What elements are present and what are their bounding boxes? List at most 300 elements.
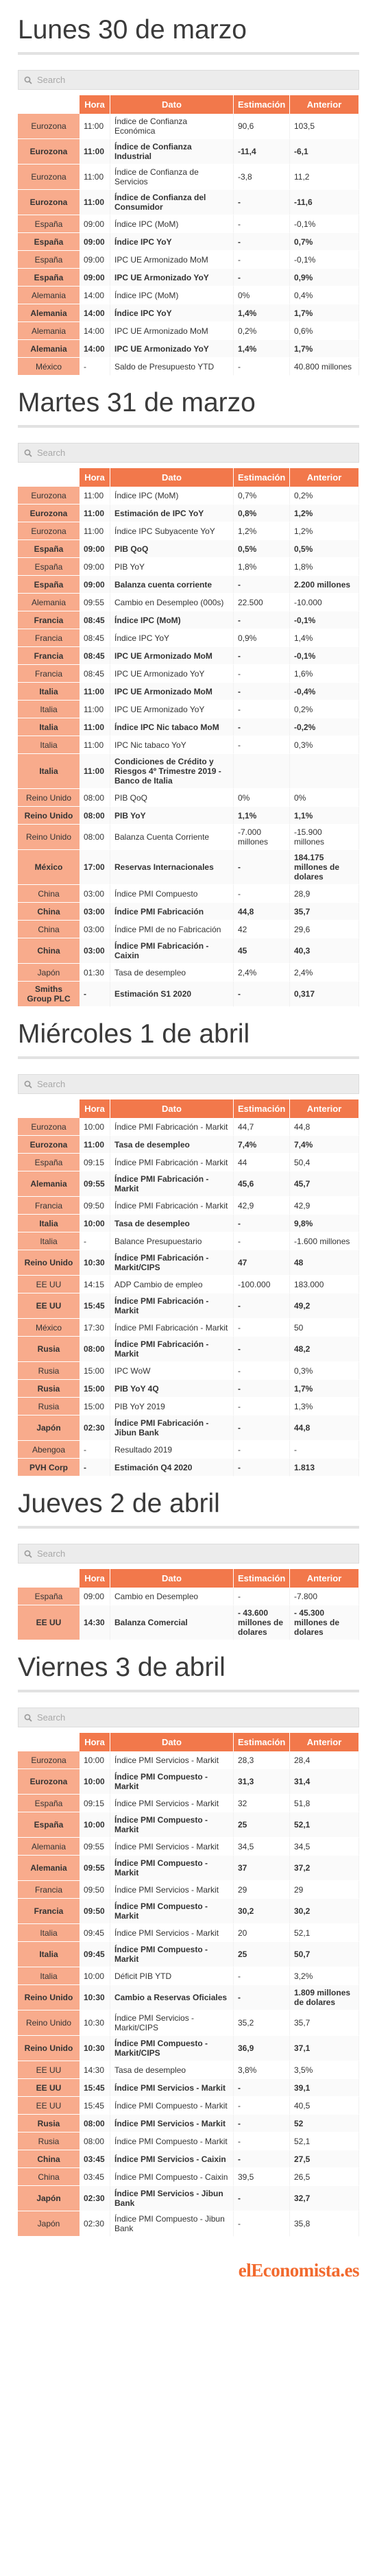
- estimate-cell: 45,6: [234, 1171, 290, 1197]
- country-cell: Francia: [18, 1881, 80, 1899]
- search-input[interactable]: [37, 448, 353, 458]
- event-cell: Cambio a Reservas Oficiales: [110, 1985, 234, 2010]
- country-cell: Japón: [18, 1415, 80, 1441]
- hour-cell: 09:00: [80, 215, 110, 233]
- country-cell: Japón: [18, 964, 80, 982]
- previous-cell: -0,4%: [290, 683, 359, 701]
- event-cell: Índice PMI Fabricación - Markit: [110, 1319, 234, 1337]
- hour-cell: 10:00: [80, 1215, 110, 1232]
- hour-cell: 14:30: [80, 2061, 110, 2079]
- table-row: [18, 1967, 359, 1985]
- event-cell: Índice PMI Fabricación - Markit: [110, 1337, 234, 1362]
- event-cell: Condiciones de Crédito y Riesgos 4º Trimestre 2019 - Banco de Italia: [110, 754, 234, 789]
- previous-cell: 1,6%: [290, 665, 359, 683]
- previous-cell: 51,8: [290, 1795, 359, 1812]
- event-cell: IPC UE Armonizado MoM: [110, 647, 234, 665]
- event-cell: Índice IPC YoY: [110, 304, 234, 322]
- column-header-event[interactable]: Dato: [110, 468, 234, 487]
- estimate-cell: -: [234, 2186, 290, 2211]
- column-header-previous[interactable]: Anterior: [290, 1569, 359, 1588]
- estimate-cell: 39,5: [234, 2168, 290, 2186]
- calendar-table-wrap: [18, 1733, 359, 2237]
- previous-cell: -: [290, 1441, 359, 1459]
- event-cell: Índice IPC YoY: [110, 233, 234, 251]
- calendar-table-wrap: [18, 1569, 359, 1640]
- column-header-estimate[interactable]: Estimación: [234, 1099, 290, 1118]
- hour-cell: -: [80, 358, 110, 376]
- estimate-cell: 22.500: [234, 594, 290, 611]
- table-row: [18, 982, 359, 1007]
- table-row: [18, 2010, 359, 2036]
- estimate-cell: -: [234, 1415, 290, 1441]
- estimate-cell: 42,9: [234, 1197, 290, 1215]
- estimate-cell: -: [234, 2211, 290, 2237]
- event-cell: Índice de Confianza Industrial: [110, 139, 234, 165]
- table-row: [18, 1197, 359, 1215]
- event-cell: Índice de Confianza del Consumidor: [110, 190, 234, 215]
- table-row: [18, 522, 359, 540]
- event-cell: Índice PMI Compuesto - Markit: [110, 1942, 234, 1967]
- country-cell: Eurozona: [18, 1769, 80, 1795]
- estimate-cell: -: [234, 718, 290, 736]
- hour-cell: -: [80, 982, 110, 1007]
- event-cell: IPC UE Armonizado MoM: [110, 322, 234, 340]
- event-cell: Balance Presupuestario: [110, 1232, 234, 1250]
- previous-cell: 34,5: [290, 1838, 359, 1856]
- hour-cell: 09:00: [80, 251, 110, 269]
- table-row: [18, 2036, 359, 2061]
- previous-cell: 52,1: [290, 2133, 359, 2150]
- hour-cell: 10:30: [80, 2036, 110, 2061]
- column-header-estimate[interactable]: Estimación: [234, 1733, 290, 1751]
- hour-cell: 02:30: [80, 1415, 110, 1441]
- estimate-cell: -: [234, 2133, 290, 2150]
- column-header-estimate[interactable]: Estimación: [234, 468, 290, 487]
- previous-cell: 35,7: [290, 2010, 359, 2036]
- event-cell: Estimación de IPC YoY: [110, 505, 234, 522]
- country-cell: Alemania: [18, 340, 80, 358]
- table-row: [18, 1605, 359, 1640]
- previous-cell: 37,1: [290, 2036, 359, 2061]
- country-cell: Francia: [18, 629, 80, 647]
- previous-cell: 1,7%: [290, 340, 359, 358]
- column-header-country[interactable]: [18, 468, 80, 487]
- search-icon: [24, 1714, 32, 1722]
- previous-cell: 3,5%: [290, 2061, 359, 2079]
- hour-cell: 08:00: [80, 2115, 110, 2133]
- estimate-cell: 1,4%: [234, 304, 290, 322]
- country-cell: Alemania: [18, 1856, 80, 1881]
- hour-cell: 09:00: [80, 233, 110, 251]
- estimate-cell: -: [234, 1337, 290, 1362]
- event-cell: Tasa de desempleo: [110, 1136, 234, 1154]
- event-cell: Índice PMI Servicios - Markit: [110, 2115, 234, 2133]
- country-cell: China: [18, 921, 80, 938]
- previous-cell: 0%: [290, 789, 359, 807]
- estimate-cell: 32: [234, 1795, 290, 1812]
- event-cell: IPC UE Armonizado YoY: [110, 701, 234, 718]
- event-cell: Índice PMI Compuesto - Markit: [110, 2133, 234, 2150]
- hour-cell: 08:45: [80, 611, 110, 629]
- column-header-event[interactable]: Dato: [110, 95, 234, 114]
- estimate-cell: 25: [234, 1942, 290, 1967]
- previous-cell: 1,3%: [290, 1398, 359, 1415]
- country-cell: EE UU: [18, 2061, 80, 2079]
- estimate-cell: 30,2: [234, 1899, 290, 1924]
- column-header-country[interactable]: [18, 1099, 80, 1118]
- column-header-hour[interactable]: Hora: [80, 95, 110, 114]
- hour-cell: 10:00: [80, 1967, 110, 1985]
- previous-cell: 184.175 millones de dolares: [290, 850, 359, 885]
- country-cell: Rusia: [18, 2133, 80, 2150]
- event-cell: Índice de Confianza Económica: [110, 114, 234, 139]
- table-row: [18, 1319, 359, 1337]
- calendar-table-wrap: [18, 1099, 359, 1477]
- hour-cell: 09:45: [80, 1942, 110, 1967]
- estimate-cell: 1,8%: [234, 558, 290, 576]
- event-cell: Cambio en Desempleo: [110, 1588, 234, 1605]
- event-cell: Resultado 2019: [110, 1441, 234, 1459]
- estimate-cell: -: [234, 2150, 290, 2168]
- day-section: [18, 1019, 359, 1477]
- country-cell: España: [18, 215, 80, 233]
- search-box[interactable]: [18, 70, 359, 90]
- table-row: [18, 1171, 359, 1197]
- estimate-cell: 2,4%: [234, 964, 290, 982]
- search-input[interactable]: [37, 1712, 353, 1723]
- event-cell: IPC WoW: [110, 1362, 234, 1380]
- table-row: [18, 2133, 359, 2150]
- country-cell: Eurozona: [18, 522, 80, 540]
- previous-cell: 35,7: [290, 903, 359, 921]
- table-row: [18, 807, 359, 825]
- estimate-cell: 37: [234, 1856, 290, 1881]
- previous-cell: 0,317: [290, 982, 359, 1007]
- country-cell: Francia: [18, 665, 80, 683]
- hour-cell: 17:00: [80, 850, 110, 885]
- column-header-event[interactable]: Dato: [110, 1733, 234, 1751]
- estimate-cell: 0,2%: [234, 322, 290, 340]
- previous-cell: -0,2%: [290, 718, 359, 736]
- table-row: [18, 611, 359, 629]
- estimate-cell: -: [234, 885, 290, 903]
- table-row: [18, 1136, 359, 1154]
- previous-cell: 0,7%: [290, 233, 359, 251]
- table-row: [18, 850, 359, 885]
- column-header-hour[interactable]: Hora: [80, 1569, 110, 1588]
- previous-cell: 28,9: [290, 885, 359, 903]
- country-cell: Reino Unido: [18, 2036, 80, 2061]
- table-row: [18, 754, 359, 789]
- column-header-previous[interactable]: Anterior: [290, 95, 359, 114]
- event-cell: Índice IPC Nic tabaco MoM: [110, 718, 234, 736]
- estimate-cell: -: [234, 850, 290, 885]
- hour-cell: 03:45: [80, 2150, 110, 2168]
- estimate-cell: -: [234, 2097, 290, 2115]
- hour-cell: 09:15: [80, 1154, 110, 1171]
- event-cell: Índice PMI Compuesto - Caixin: [110, 2168, 234, 2186]
- estimate-cell: -: [234, 1362, 290, 1380]
- table-row: [18, 1588, 359, 1605]
- table-row: [18, 1881, 359, 1899]
- country-cell: Francia: [18, 1899, 80, 1924]
- country-cell: Francia: [18, 1197, 80, 1215]
- event-cell: Índice IPC Subyacente YoY: [110, 522, 234, 540]
- country-cell: España: [18, 251, 80, 269]
- event-cell: Índice IPC (MoM): [110, 487, 234, 505]
- country-cell: Alemania: [18, 1838, 80, 1856]
- search-box[interactable]: [18, 1544, 359, 1564]
- event-cell: Reservas Internacionales: [110, 850, 234, 885]
- country-cell: Eurozona: [18, 505, 80, 522]
- column-header-event[interactable]: Dato: [110, 1569, 234, 1588]
- hour-cell: 09:00: [80, 269, 110, 287]
- country-cell: Eurozona: [18, 1751, 80, 1769]
- event-cell: Índice PMI Fabricación - Markit: [110, 1171, 234, 1197]
- hour-cell: 14:00: [80, 322, 110, 340]
- table-row: [18, 1276, 359, 1293]
- country-cell: EE UU: [18, 2079, 80, 2097]
- table-row: [18, 921, 359, 938]
- hour-cell: 11:00: [80, 736, 110, 754]
- search-box[interactable]: [18, 443, 359, 463]
- estimate-cell: 0,7%: [234, 487, 290, 505]
- estimate-cell: -: [234, 665, 290, 683]
- estimate-cell: 1,4%: [234, 340, 290, 358]
- estimate-cell: -: [234, 358, 290, 376]
- table-row: [18, 233, 359, 251]
- hour-cell: 14:15: [80, 1276, 110, 1293]
- table-row: [18, 1924, 359, 1942]
- table-row: [18, 1795, 359, 1812]
- table-row: [18, 1154, 359, 1171]
- previous-cell: 1,2%: [290, 505, 359, 522]
- column-header-previous[interactable]: Anterior: [290, 1099, 359, 1118]
- hour-cell: 09:00: [80, 540, 110, 558]
- previous-cell: -6,1: [290, 139, 359, 165]
- title-divider: [18, 1690, 359, 1692]
- event-cell: Índice PMI Servicios - Markit: [110, 2079, 234, 2097]
- country-cell: China: [18, 885, 80, 903]
- column-header-previous[interactable]: Anterior: [290, 1733, 359, 1751]
- table-row: [18, 1380, 359, 1398]
- country-cell: Reino Unido: [18, 1985, 80, 2010]
- country-cell: Italia: [18, 736, 80, 754]
- estimate-cell: -: [234, 215, 290, 233]
- country-cell: México: [18, 358, 80, 376]
- column-header-hour[interactable]: Hora: [80, 468, 110, 487]
- table-row: [18, 576, 359, 594]
- table-row: [18, 340, 359, 358]
- country-cell: España: [18, 1812, 80, 1838]
- search-box[interactable]: [18, 1074, 359, 1094]
- column-header-previous[interactable]: Anterior: [290, 468, 359, 487]
- estimate-cell: 28,3: [234, 1751, 290, 1769]
- estimate-cell: -7.000 millones: [234, 825, 290, 850]
- table-row: [18, 1293, 359, 1319]
- table-row: [18, 647, 359, 665]
- estimate-cell: -: [234, 251, 290, 269]
- column-header-estimate[interactable]: Estimación: [234, 95, 290, 114]
- estimate-cell: -: [234, 701, 290, 718]
- previous-cell: 0,6%: [290, 322, 359, 340]
- country-cell: China: [18, 938, 80, 964]
- search-input[interactable]: [37, 1079, 353, 1089]
- hour-cell: 14:00: [80, 304, 110, 322]
- previous-cell: 0,3%: [290, 1362, 359, 1380]
- previous-cell: 40.800 millones: [290, 358, 359, 376]
- hour-cell: 09:50: [80, 1881, 110, 1899]
- country-cell: Rusia: [18, 1337, 80, 1362]
- hour-cell: 02:30: [80, 2186, 110, 2211]
- event-cell: Saldo de Presupuesto YTD: [110, 358, 234, 376]
- event-cell: Tasa de desempleo: [110, 2061, 234, 2079]
- hour-cell: 09:55: [80, 1171, 110, 1197]
- previous-cell: 27,5: [290, 2150, 359, 2168]
- previous-cell: 1.813: [290, 1459, 359, 1477]
- previous-cell: - 45.300 millones de dolares: [290, 1605, 359, 1640]
- estimate-cell: - 43.600 millones de dolares: [234, 1605, 290, 1640]
- estimate-cell: -11,4: [234, 139, 290, 165]
- event-cell: Balanza cuenta corriente: [110, 576, 234, 594]
- previous-cell: 1.809 millones de dolares: [290, 1985, 359, 2010]
- previous-cell: 50,4: [290, 1154, 359, 1171]
- estimate-cell: -: [234, 683, 290, 701]
- event-cell: Tasa de desempleo: [110, 1215, 234, 1232]
- country-cell: Reino Unido: [18, 2010, 80, 2036]
- table-row: [18, 1459, 359, 1477]
- hour-cell: 15:45: [80, 2097, 110, 2115]
- previous-cell: 45,7: [290, 1171, 359, 1197]
- estimate-cell: 31,3: [234, 1769, 290, 1795]
- hour-cell: 14:00: [80, 287, 110, 304]
- country-cell: Francia: [18, 647, 80, 665]
- country-cell: Alemania: [18, 287, 80, 304]
- hour-cell: 11:00: [80, 701, 110, 718]
- previous-cell: 48,2: [290, 1337, 359, 1362]
- country-cell: China: [18, 2168, 80, 2186]
- previous-cell: 3,2%: [290, 1967, 359, 1985]
- table-row: [18, 2168, 359, 2186]
- event-cell: Índice PMI Compuesto - Markit: [110, 1769, 234, 1795]
- estimate-cell: -: [234, 1985, 290, 2010]
- search-input[interactable]: [37, 1548, 353, 1559]
- previous-cell: 1,7%: [290, 1380, 359, 1398]
- table-row: [18, 358, 359, 376]
- country-cell: Italia: [18, 1232, 80, 1250]
- country-cell: Eurozona: [18, 114, 80, 139]
- event-cell: ADP Cambio de empleo: [110, 1276, 234, 1293]
- hour-cell: 09:15: [80, 1795, 110, 1812]
- estimate-cell: 44,8: [234, 903, 290, 921]
- event-cell: Índice PMI Fabricación: [110, 903, 234, 921]
- table-row: [18, 1215, 359, 1232]
- previous-cell: 1,4%: [290, 629, 359, 647]
- hour-cell: 11:00: [80, 139, 110, 165]
- table-row: [18, 1985, 359, 2010]
- country-cell: EE UU: [18, 1276, 80, 1293]
- event-cell: IPC UE Armonizado YoY: [110, 340, 234, 358]
- table-row: [18, 1856, 359, 1881]
- table-row: [18, 964, 359, 982]
- country-cell: Reino Unido: [18, 1250, 80, 1276]
- day-section: [18, 1489, 359, 1640]
- country-cell: España: [18, 233, 80, 251]
- country-cell: Eurozona: [18, 139, 80, 165]
- event-cell: Índice IPC (MoM): [110, 215, 234, 233]
- hour-cell: 09:50: [80, 1899, 110, 1924]
- hour-cell: 09:00: [80, 1588, 110, 1605]
- event-cell: Índice PMI Servicios - Jibun Bank: [110, 2186, 234, 2211]
- country-cell: España: [18, 1154, 80, 1171]
- column-header-country[interactable]: [18, 1569, 80, 1588]
- estimate-cell: 47: [234, 1250, 290, 1276]
- event-cell: Índice PMI Servicios - Markit: [110, 1924, 234, 1942]
- hour-cell: 15:00: [80, 1362, 110, 1380]
- previous-cell: -0,1%: [290, 611, 359, 629]
- event-cell: Índice PMI Compuesto - Markit/CIPS: [110, 2036, 234, 2061]
- hour-cell: -: [80, 1459, 110, 1477]
- column-header-country[interactable]: [18, 95, 80, 114]
- calendar-table: [18, 1569, 359, 1640]
- column-header-hour[interactable]: Hora: [80, 1733, 110, 1751]
- search-box[interactable]: [18, 1708, 359, 1727]
- hour-cell: 10:00: [80, 1118, 110, 1136]
- country-cell: Eurozona: [18, 190, 80, 215]
- estimate-cell: -: [234, 2115, 290, 2133]
- event-cell: Índice PMI Servicios - Caixin: [110, 2150, 234, 2168]
- estimate-cell: -: [234, 1398, 290, 1415]
- estimate-cell: -: [234, 1441, 290, 1459]
- estimate-cell: 34,5: [234, 1838, 290, 1856]
- column-header-country[interactable]: [18, 1733, 80, 1751]
- country-cell: España: [18, 558, 80, 576]
- hour-cell: 11:00: [80, 114, 110, 139]
- event-cell: IPC UE Armonizado MoM: [110, 683, 234, 701]
- country-cell: PVH Corp: [18, 1459, 80, 1477]
- table-row: [18, 190, 359, 215]
- estimate-cell: -: [234, 1380, 290, 1398]
- estimate-cell: 1,1%: [234, 807, 290, 825]
- event-cell: Índice IPC (MoM): [110, 287, 234, 304]
- country-cell: Reino Unido: [18, 825, 80, 850]
- event-cell: Balanza Comercial: [110, 1605, 234, 1640]
- hour-cell: 11:00: [80, 190, 110, 215]
- previous-cell: -15.900 millones: [290, 825, 359, 850]
- search-input[interactable]: [37, 75, 353, 85]
- table-row: [18, 215, 359, 233]
- country-cell: México: [18, 1319, 80, 1337]
- previous-cell: 1,7%: [290, 304, 359, 322]
- column-header-event[interactable]: Dato: [110, 1099, 234, 1118]
- column-header-hour[interactable]: Hora: [80, 1099, 110, 1118]
- event-cell: Cambio en Desempleo (000s): [110, 594, 234, 611]
- column-header-estimate[interactable]: Estimación: [234, 1569, 290, 1588]
- hour-cell: 11:00: [80, 754, 110, 789]
- country-cell: España: [18, 1795, 80, 1812]
- country-cell: Italia: [18, 754, 80, 789]
- hour-cell: 03:45: [80, 2168, 110, 2186]
- hour-cell: 09:00: [80, 576, 110, 594]
- table-row: [18, 1398, 359, 1415]
- search-icon: [24, 449, 32, 457]
- country-cell: Italia: [18, 1967, 80, 1985]
- previous-cell: -11,6: [290, 190, 359, 215]
- day-title: Jueves 2 de abril: [18, 1489, 220, 1518]
- site-logo: elEconomista.es: [238, 2260, 359, 2281]
- hour-cell: -: [80, 1232, 110, 1250]
- previous-cell: 44,8: [290, 1415, 359, 1441]
